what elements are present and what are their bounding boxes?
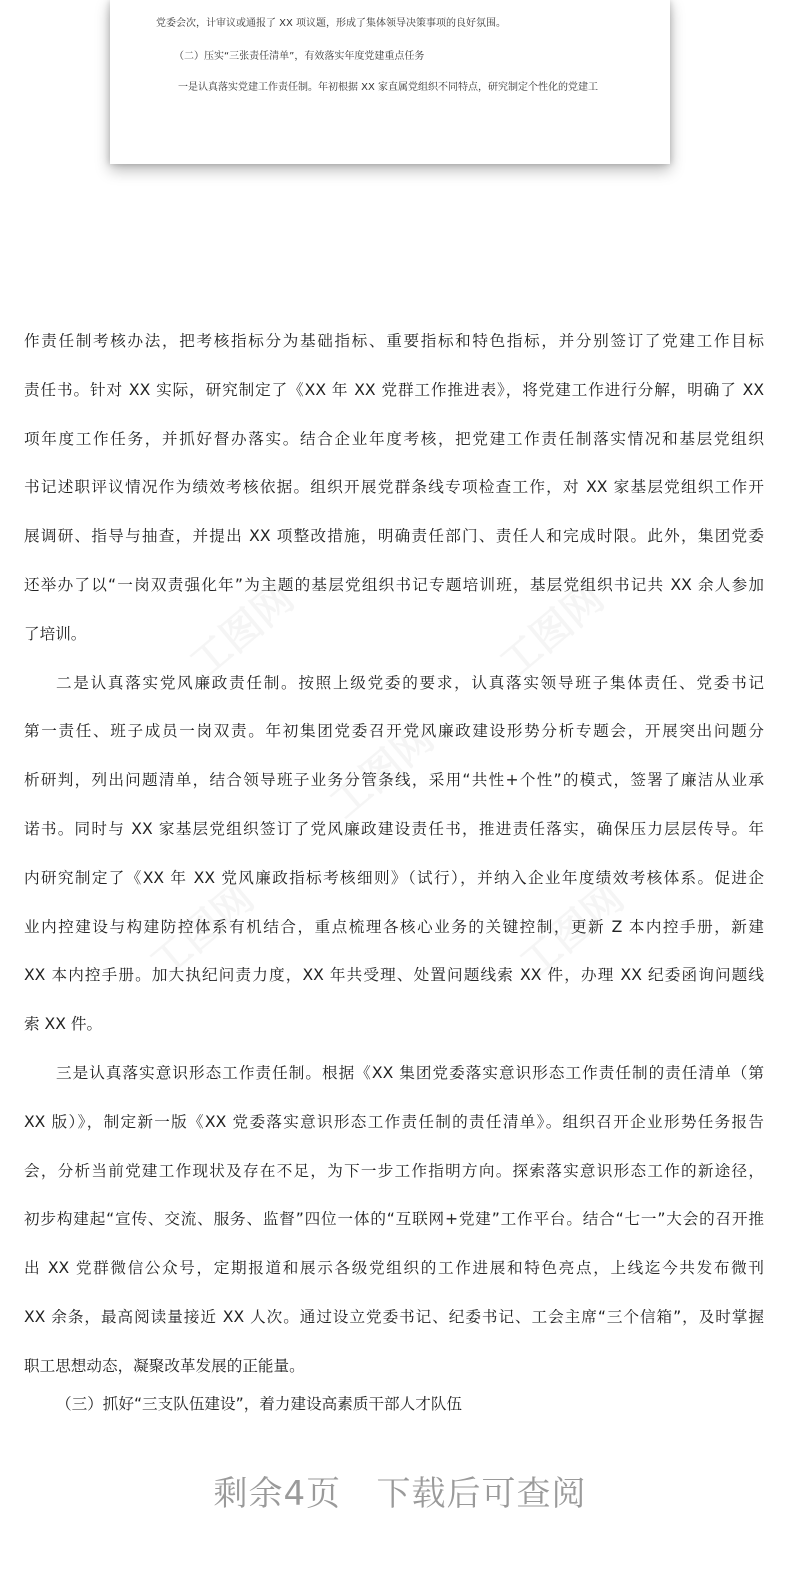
text-line: 职工思想动态，凝聚改革发展的正能量。: [24, 1356, 305, 1375]
text-line: XX 余条，最高阅读量接近 XX 人次。通过设立党委书记、纪委书记、工会主席“三个信箱”，及时掌握: [24, 1307, 764, 1326]
document-body: [24, 317, 764, 1391]
preview-heading: （二）压实“三张责任清单”，有效落实年度党建重点任务: [174, 51, 425, 62]
text-line: XX 本内控手册。加大执纪问责力度，XX 年共受理、处置问题线索 XX 件，办理 XX 纪委函询问题线: [24, 966, 764, 985]
section-heading: （三）抓好“三支队伍建设”，着力建设高素质干部人才队伍: [56, 1395, 463, 1413]
text-line: 析研判，列出问题清单，结合领导班子业务分管条线，采用“共性+个性”的模式，签署了廉洁从业承: [24, 771, 764, 790]
text-line: 了培训。: [24, 624, 87, 643]
text-line: 作责任制考核办法，把考核指标分为基础指标、重要指标和特色指标，并分别签订了党建工作目标: [24, 332, 764, 350]
paragraph-1: [24, 317, 764, 659]
text-line: 诺书。同时与 XX 家基层党组织签订了党风廉政建设责任书，推进责任落实，确保压力层层传导。年: [24, 819, 764, 838]
text-line: XX 版）》，制定新一版《XX 党委落实意识形态工作责任制的责任清单》。组织召开企业形势任务报告: [24, 1112, 764, 1131]
paragraph-3: [24, 1049, 764, 1391]
text-line: 出 XX 党群微信公众号，定期报道和展示各级党组织的工作进展和特色亮点，上线迄今共发布微刊: [24, 1259, 764, 1278]
preview-line: 党委会次，计审议或通报了 XX 项议题，形成了集体领导决策事项的良好氛围。: [156, 18, 507, 29]
text-line: 初步构建起“宣传、交流、服务、监督”四位一体的“互联网+党建”工作平台。结合“七一”大会的召开推: [24, 1210, 764, 1229]
text-line: 二是认真落实党风廉政责任制。按照上级党委的要求，认真落实领导班子集体责任、党委书记: [56, 673, 764, 692]
page-preview-card: [110, 0, 670, 164]
text-line: 责任书。针对 XX 实际，研究制定了《XX 年 XX 党群工作推进表》，将党建工作进行分解，明确了 XX: [24, 380, 764, 399]
text-line: 索 XX 件。: [24, 1015, 103, 1034]
text-line: 三是认真落实意识形态工作责任制。根据《XX 集团党委落实意识形态工作责任制的责任清单（第: [56, 1063, 764, 1082]
text-line: 展调研、指导与抽查，并提出 XX 项整改措施，明确责任部门、责任人和完成时限。此外，集团党委: [24, 527, 764, 546]
text-line: 书记述职评议情况作为绩效考核依据。组织开展党群条线专项检查工作，对 XX 家基层党组织工作开: [24, 478, 764, 497]
text-line: 项年度工作任务，并抓好督办落实。结合企业年度考核，把党建工作责任制落实情况和基层党组织: [24, 429, 764, 448]
text-line: 内研究制定了《XX 年 XX 党风廉政指标考核细则》（试行），并纳入企业年度绩效考核体系。促进企: [24, 868, 764, 887]
text-line: 第一责任、班子成员一岗双责。年初集团党委召开党风廉政建设形势分析专题会，开展突出问题分: [24, 722, 764, 741]
text-line: 业内控建设与构建防控体系有机结合，重点梳理各核心业务的关键控制，更新 Z 本内控手册，新建: [24, 917, 764, 936]
text-line: 还举办了以“一岗双责强化年”为主题的基层党组织书记专题培训班，基层党组织书记共 XX 余人参加: [24, 575, 764, 594]
paragraph-2: [24, 659, 764, 1049]
text-line: 会，分析当前党建工作现状及存在不足，为下一步工作指明方向。探索落实意识形态工作的新途径，: [24, 1161, 764, 1180]
remaining-pages-notice[interactable]: 剩余4页 下载后可查阅: [213, 1474, 587, 1514]
preview-line: 一是认真落实党建工作责任制。年初根据 XX 家直属党组织不同特点，研究制定个性化的党建工: [178, 82, 599, 93]
